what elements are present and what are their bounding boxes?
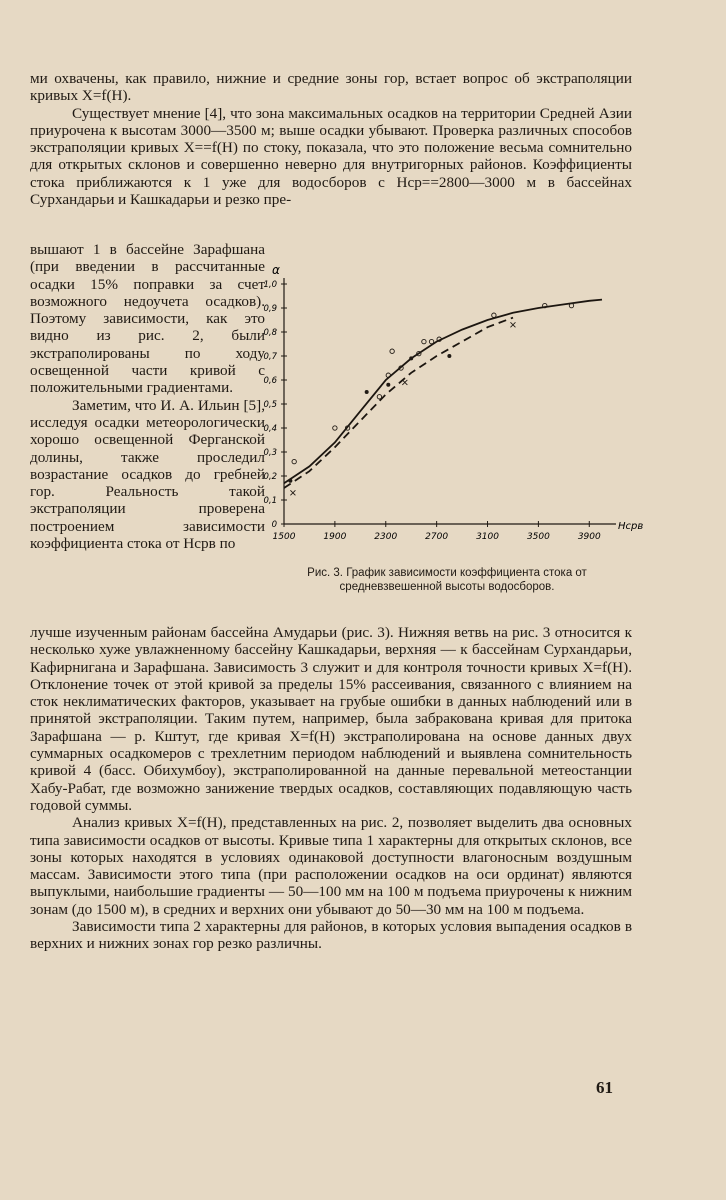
figure-caption: Рис. 3. График зависимости коэффициента стока от средневзвешенной высоты водосборов. [307,567,587,593]
paragraph-3: Анализ кривых X=f(H), представленных на рис. 2, позволяет выделить два основных типа зависимости осадков от высоты. Кривые типа 1 характерны для открытых склонов, все зоны которых находятся в условиях одинаковой доступности влагоносным воздушным массам. Зависимости этого типа (при расположении осадков на оси ординат) являются выпуклыми, наибольшие градиенты — 50—100 мм на 100 м подъема приурочены к нижним зонам (до 1500 м), в средних и верхних они убывают до 50—30 мм на 100 м подъема. [30,814,632,918]
y-tick-label: 0,6 [263,376,277,386]
data-point-filled [365,390,369,394]
data-point-open [377,395,381,399]
y-tick-label: 0,5 [263,400,277,410]
data-point-filled [447,354,451,358]
chart-axes [272,263,643,532]
chart-lines [284,300,602,488]
y-tick-label: 0,3 [263,448,277,458]
y-tick-label: 0,7 [263,352,277,362]
x-tick-label: 3500 [526,532,550,542]
data-point-filled [409,356,413,360]
y-axis-label: α [272,263,280,277]
data-point-cross [402,380,407,385]
paragraph-1-wrap: вышают 1 в бассейне Зарафшана (при введении в рассчитанные осадки 15% поправки за счет возможного недоучета осадков). Поэтому зависимости, как это видно из рис. 2, были экстраполированы по ходу освещенной части кривой с положительными градиентами. [30,241,265,397]
text-block-bottom [30,624,632,953]
page-number: 61 [596,1078,613,1097]
paragraph-1-top: Существует мнение [4], что зона максимальных осадков на территории Средней Азии приурочена к высотам 3000—3500 м; выше осадки убывают. Проверка различных способов экстраполяции кривых X==f(H) по стоку, показала, что это положение весьма сомнительно для открытых склонов и совершенно неверно для внутригорных районов. Коэффициенты стока приближаются к 1 уже для водосборов с Hср==2800—3000 м в бассейнах Сурхандарьи и Кашкадарьи и резко пре- [30,104,632,209]
data-point-open [333,426,337,430]
y-tick-label: 0,9 [263,304,277,314]
y-tick-label: 0 [271,520,277,530]
text-block-top [30,70,632,208]
data-point-cross [290,490,295,495]
data-point-open [390,349,394,353]
data-point-filled [386,383,390,387]
y-tick-label: 1,0 [263,280,277,290]
data-point-open [422,339,426,343]
paragraph-2-cont: лучше изученным районам бассейна Амударьи (рис. 3). Нижняя ветвь на рис. 3 относится к несколько хуже увлажненному бассейну Кашкадарьи, верхняя — к бассейнам Сурхандарьи, Кафирнигана и Зарафшана. Зависимость 3 служит и для контроля точности кривых X=f(H). Отклонение точек от этой кривой за пределы 15% рассеивания, связанного с влиянием на сток неклиматических факторов, указывает на грубые ошибки в данных наблюдений или в принятой экстраполяции. Таким путем, например, была забракована кривая для притока Зарафшана — р. Кштут, где кривая X=f(H) экстраполирована на основе данных двух суммарных осадкомеров с трехлетним периодом наблюдений и выявлена сомнительность кривой 4 (басс. Обихумбоу), экстраполированной на данные перевальной метеостанции Хабу-Рабат, где возможно занижение твердых осадков, составляющих подавляющую часть годовой суммы. [30,624,632,814]
paragraph-0: ми охвачены, как правило, нижние и средние зоны гор, встает вопрос об экстраполяции кривых X=f(H). [30,70,632,105]
text-block-wrap [30,241,265,552]
x-tick-label: 1900 [323,532,347,542]
series-line-upper [284,300,602,484]
data-point-cross [510,322,515,327]
y-tick-label: 0,4 [263,424,277,434]
chart-ticks [263,280,601,542]
y-tick-label: 0,8 [263,328,277,338]
x-tick-label: 2700 [425,532,449,542]
runoff-coefficient-chart [262,262,644,562]
data-point-open [292,459,296,463]
x-tick-label: 2300 [374,532,398,542]
x-tick-label: 3900 [577,532,601,542]
paragraph-4: Зависимости типа 2 характерны для районов, в которых условия выпадения осадков в верхних и нижних зонах гор резко различны. [30,918,632,953]
data-point-open [492,313,496,317]
chart-points [288,303,573,495]
paragraph-2-wrap: Заметим, что И. А. Ильин [5], исследуя осадки метеорологически хорошо освещенной Ферганской долины, также проследил возрастание осадков до гребней гор. Реальность такой экстраполяции проверена построением зависимости коэффициента стока от Hсрв по [30,396,265,553]
data-point-filled [288,479,292,483]
series-line-lower [284,318,513,488]
data-point-open [429,339,433,343]
y-tick-label: 0,1 [263,496,277,506]
x-tick-label: 1500 [272,532,296,542]
figure-3 [262,262,644,602]
x-axis-label: Hсрв [618,521,644,532]
x-tick-label: 3100 [476,532,499,542]
y-tick-label: 0,2 [263,472,277,482]
